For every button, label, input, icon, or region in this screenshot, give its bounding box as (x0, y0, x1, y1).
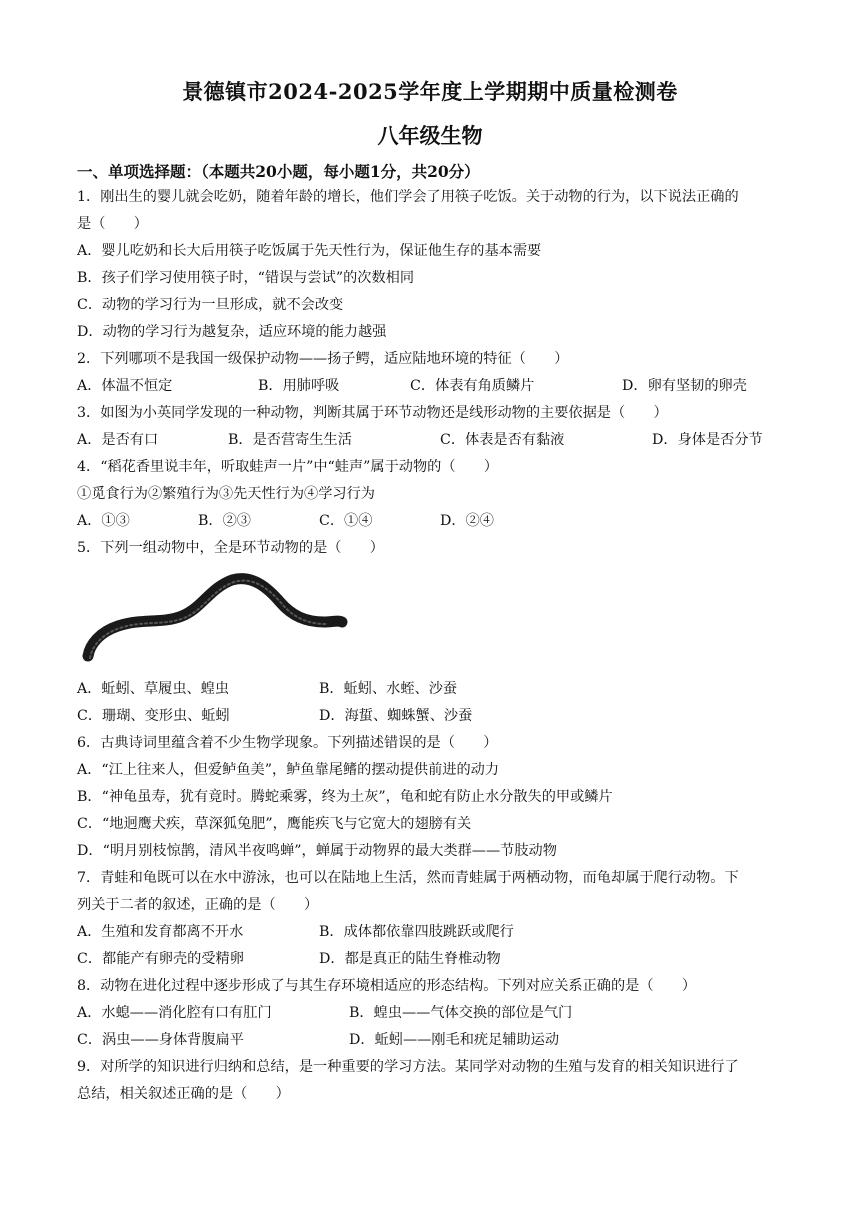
question-4-option-b: B．②③ (198, 513, 251, 529)
exam-subtitle: 八年级生物 (377, 123, 483, 148)
question-3-option-a: A．是否有口 (77, 432, 159, 448)
question-4-option-a: A．①③ (77, 513, 130, 529)
question-1-option-b: B．孩子们学习使用筷子时，“错误与尝试”的次数相同 (77, 270, 415, 286)
question-4-option-c: C．①④ (319, 513, 373, 529)
question-5-stem: 5．下列一组动物中，全是环节动物的是（ ） (77, 540, 384, 556)
question-6-option-c: C．“地迥鹰犬疾，草深狐兔肥”，鹰能疾飞与它宽大的翅膀有关 (77, 816, 472, 832)
question-5-option-a: A．蚯蚓、草履虫、蝗虫 (77, 681, 230, 697)
question-2-option-b: B．用肺呼吸 (258, 378, 340, 394)
question-1-stem: 1．刚出生的婴儿就会吃奶，随着年龄的增长，他们学会了用筷子吃饭。关于动物的行为，以下说法正确的 (77, 189, 739, 205)
question-8-option-c: C．涡虫——身体背腹扁平 (77, 1032, 244, 1048)
question-6-option-a: A．“江上往来人，但爱鲈鱼美”，鲈鱼靠尾鳍的摆动提供前进的动力 (77, 762, 500, 778)
question-4-option-d: D．②④ (440, 513, 494, 529)
question-2-option-c: C．体表有角质鳞片 (410, 378, 535, 394)
question-3-option-c: C．体表是否有黏液 (440, 432, 565, 448)
worm-figure (80, 566, 350, 670)
question-3-option-d: D．身体是否分节 (652, 432, 763, 448)
question-6-stem: 6．古典诗词里蕴含着不少生物学现象。下列描述错误的是（ ） (77, 735, 498, 751)
section-heading: 一、单项选择题：（本题共20小题，每小题1分，共20分） (77, 162, 480, 181)
question-7-option-c: C．都能产有卵壳的受精卵 (77, 951, 244, 967)
question-5-option-d: D．海蜇、蜘蛛蟹、沙蚕 (319, 708, 473, 724)
question-4-items: ①觅食行为②繁殖行为③先天性行为④学习行为 (77, 486, 375, 502)
question-9-stem-cont: 总结，相关叙述正确的是（ ） (77, 1086, 290, 1102)
question-9-stem: 9．对所学的知识进行归纳和总结，是一种重要的学习方法。某同学对动物的生殖与发育的相关知识进行了 (77, 1059, 739, 1075)
question-4-stem: 4．“稻花香里说丰年，听取蛙声一片”中“蛙声”属于动物的（ ） (77, 459, 499, 475)
question-2-option-a: A．体温不恒定 (77, 378, 173, 394)
question-5-option-b: B．蚯蚓、水蛭、沙蚕 (319, 681, 458, 697)
question-6-option-b: B．“神龟虽寿，犹有竟时。腾蛇乘雾，终为土灰”，龟和蛇有防止水分散失的甲或鳞片 (77, 789, 613, 805)
exam-title: 景德镇市2024-2025学年度上学期期中质量检测卷 (182, 79, 678, 104)
question-7-stem-cont: 列关于二者的叙述，正确的是（ ） (77, 897, 319, 913)
question-1-option-d: D．动物的学习行为越复杂，适应环境的能力越强 (77, 324, 387, 340)
question-1-option-c: C．动物的学习行为一旦形成，就不会改变 (77, 297, 344, 313)
question-2-option-d: D．卵有坚韧的卵壳 (622, 378, 747, 394)
question-3-stem: 3．如图为小英同学发现的一种动物，判断其属于环节动物还是线形动物的主要依据是（ ） (77, 405, 668, 421)
question-7-option-a: A．生殖和发育都离不开水 (77, 924, 244, 940)
question-7-option-b: B．成体都依靠四肢跳跃或爬行 (319, 924, 514, 940)
question-8-option-b: B．蝗虫——气体交换的部位是气门 (349, 1005, 573, 1021)
question-7-stem: 7．青蛙和龟既可以在水中游泳，也可以在陆地上生活，然而青蛙属于两栖动物，而龟却属于爬行动物。下 (77, 870, 739, 886)
question-6-option-d: D．“明月别枝惊鹊，清风半夜鸣蝉”，蝉属于动物界的最大类群——节肢动物 (77, 843, 557, 859)
question-7-option-d: D．都是真正的陆生脊椎动物 (319, 951, 501, 967)
question-8-option-a: A．水螅——消化腔有口有肛门 (77, 1005, 272, 1021)
question-5-option-c: C．珊瑚、变形虫、蚯蚓 (77, 708, 230, 724)
question-3-option-b: B．是否营寄生生活 (228, 432, 352, 448)
question-1-option-a: A．婴儿吃奶和长大后用筷子吃饭属于先天性行为，保证他生存的基本需要 (77, 243, 542, 259)
question-1-stem-cont: 是（ ） (77, 216, 148, 232)
question-2-stem: 2．下列哪项不是我国一级保护动物——扬子鳄，适应陆地环境的特征（ ） (77, 351, 569, 367)
question-8-option-d: D．蚯蚓——刚毛和疣足辅助运动 (349, 1032, 560, 1048)
question-8-stem: 8．动物在进化过程中逐步形成了与其生存环境相适应的形态结构。下列对应关系正确的是（ ） (77, 978, 697, 994)
